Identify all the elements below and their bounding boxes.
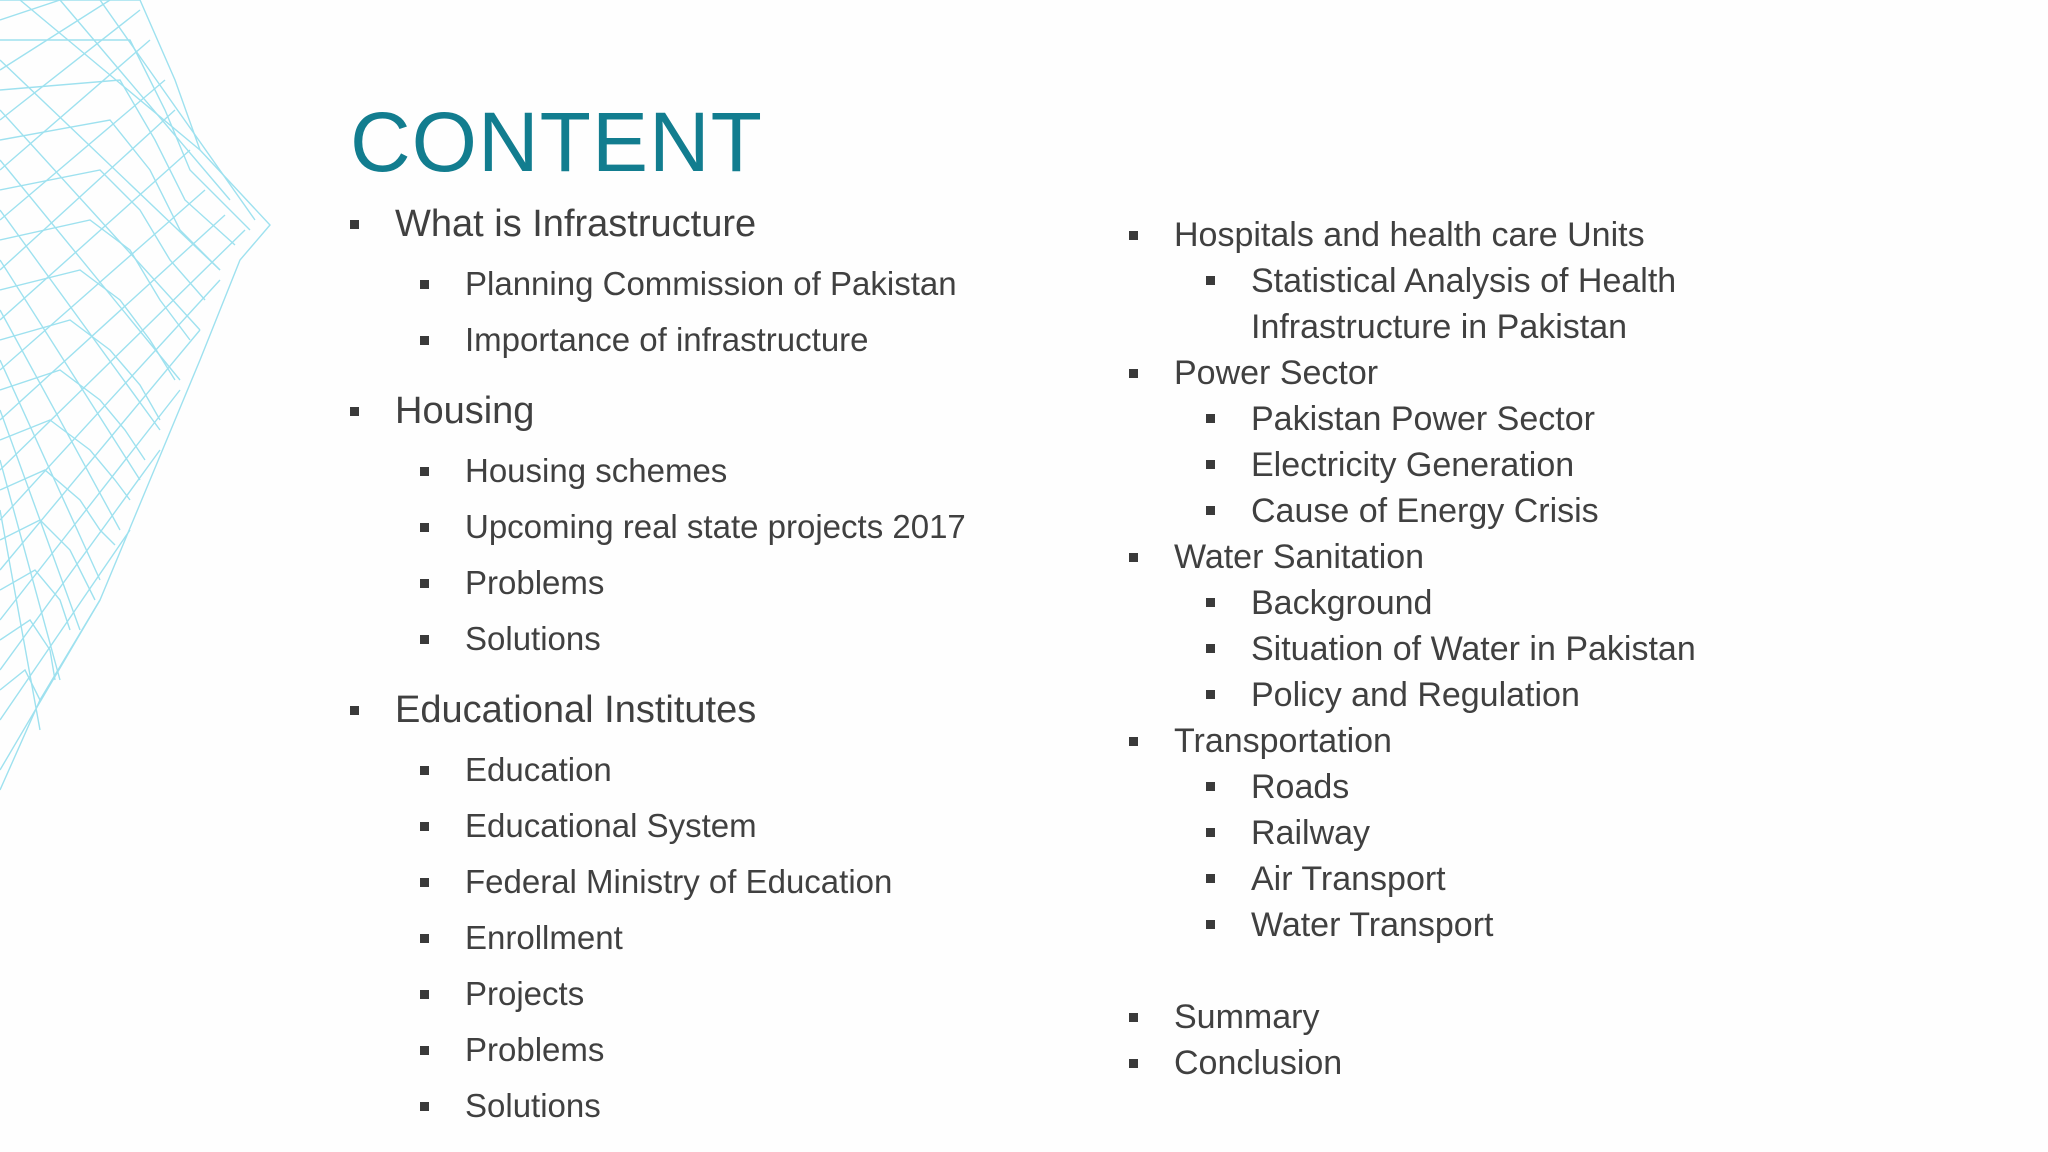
list-item-label: Pakistan Power Sector (1251, 400, 1595, 438)
list-item-label: What is Infrastructure (395, 203, 757, 245)
list-item-label: Solutions (465, 1087, 601, 1124)
list-item-label: Policy and Regulation (1251, 676, 1580, 714)
list-item-label: Air Transport (1251, 860, 1446, 898)
square-bullet-icon (1206, 874, 1215, 883)
list-item-label: Problems (465, 564, 605, 601)
square-bullet-icon (1129, 737, 1138, 746)
list-item-label: Projects (465, 975, 585, 1012)
square-bullet-icon (1129, 369, 1138, 378)
list-item-label: Solutions (465, 620, 601, 657)
slide-title: CONTENT (350, 95, 763, 189)
square-bullet-icon (350, 407, 359, 416)
list-item-label: Situation of Water in Pakistan (1251, 630, 1696, 668)
square-bullet-icon (420, 635, 429, 644)
square-bullet-icon (420, 878, 429, 887)
list-item-label: Housing schemes (465, 452, 728, 489)
list-item-label: Federal Ministry of Education (465, 863, 893, 900)
square-bullet-icon (420, 467, 429, 476)
square-bullet-icon (1206, 782, 1215, 791)
list-item-label: Background (1251, 584, 1433, 622)
square-bullet-icon (1129, 553, 1138, 562)
list-item-label: Railway (1251, 814, 1371, 852)
list-item-label: Infrastructure in Pakistan (1251, 308, 1628, 346)
square-bullet-icon (420, 822, 429, 831)
square-bullet-icon (420, 523, 429, 532)
square-bullet-icon (1206, 920, 1215, 929)
square-bullet-icon (350, 706, 359, 715)
list-item-label: Cause of Energy Crisis (1251, 492, 1599, 530)
square-bullet-icon (350, 220, 359, 229)
list-item-label: Hospitals and health care Units (1174, 216, 1645, 254)
list-item-label: Enrollment (465, 919, 623, 956)
list-item-label: Housing (395, 390, 535, 432)
list-item-label: Importance of infrastructure (465, 321, 869, 358)
list-item-label: Statistical Analysis of Health (1251, 262, 1677, 300)
list-item-label: Planning Commission of Pakistan (465, 265, 957, 302)
square-bullet-icon (420, 280, 429, 289)
list-item-label: Electricity Generation (1251, 446, 1575, 484)
list-item-label: Water Transport (1251, 906, 1494, 944)
list-item-label: Educational Institutes (395, 689, 757, 731)
square-bullet-icon (1206, 460, 1215, 469)
list-item-label: Problems (465, 1031, 605, 1068)
square-bullet-icon (420, 336, 429, 345)
square-bullet-icon (420, 579, 429, 588)
square-bullet-icon (420, 766, 429, 775)
square-bullet-icon (420, 990, 429, 999)
square-bullet-icon (1206, 598, 1215, 607)
square-bullet-icon (1129, 1013, 1138, 1022)
list-item-label: Transportation (1174, 722, 1392, 760)
wireframe-decoration (0, 0, 290, 800)
square-bullet-icon (1129, 231, 1138, 240)
square-bullet-icon (1206, 414, 1215, 423)
list-item-label: Educational System (465, 807, 757, 844)
square-bullet-icon (420, 1102, 429, 1111)
square-bullet-icon (1206, 644, 1215, 653)
square-bullet-icon (1206, 690, 1215, 699)
square-bullet-icon (420, 1046, 429, 1055)
list-item-label: Summary (1174, 998, 1320, 1036)
list-item-label: Roads (1251, 768, 1350, 806)
list-item-label: Conclusion (1174, 1044, 1343, 1082)
list-item-label: Education (465, 751, 612, 788)
square-bullet-icon (1206, 828, 1215, 837)
square-bullet-icon (420, 934, 429, 943)
list-item-label: Power Sector (1174, 354, 1379, 392)
square-bullet-icon (1206, 506, 1215, 515)
list-item-label: Water Sanitation (1174, 538, 1425, 576)
square-bullet-icon (1129, 1059, 1138, 1068)
list-item-label: Upcoming real state projects 2017 (465, 508, 966, 545)
square-bullet-icon (1206, 276, 1215, 285)
